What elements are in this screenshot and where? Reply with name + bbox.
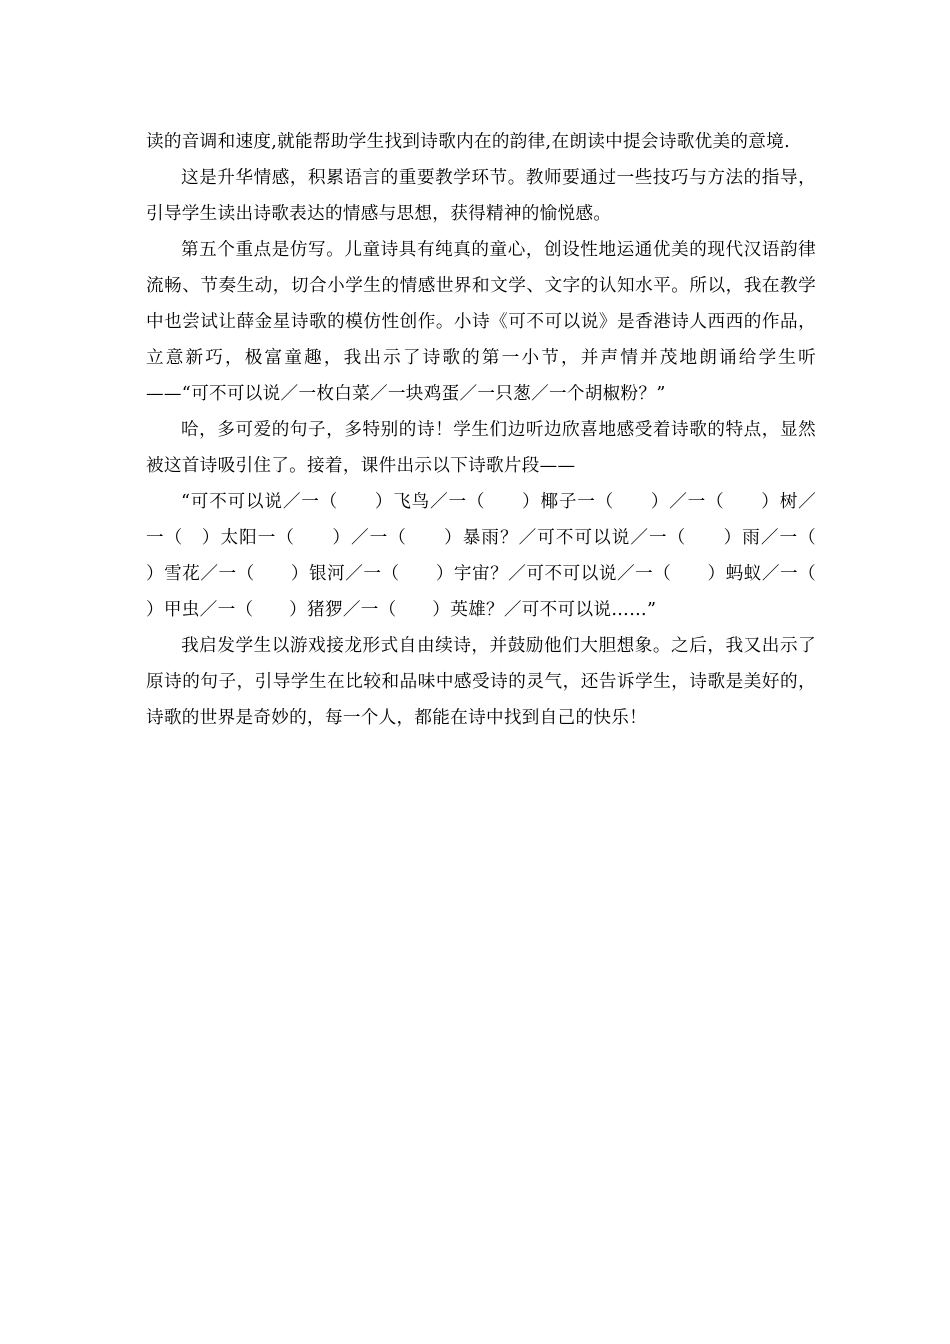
document-body	[146, 124, 852, 736]
paragraph-continuation: 读的音调和速度,就能帮助学生找到诗歌内在的韵律,在朗读中提会诗歌优美的意境.	[146, 132, 790, 152]
paragraph-emotion: 这是升华情感，积累语言的重要教学环节。教师要通过一些技巧与方法的指导，引导学生读出诗歌表达的情感与思想，获得精神的愉悦感。	[146, 168, 816, 224]
paragraph-reaction: 哈，多可爱的句子，多特别的诗！学生们边听边欣喜地感受着诗歌的特点，显然被这首诗吸引住了。接着，课件出示以下诗歌片段——	[146, 420, 816, 476]
paragraph-poem-fragment: “可不可以说／一（ ）飞鸟／一（ ）椰子一（ ）／一（ ）树／一（ ）太阳一（ ）／一（ ）暴雨？／可不可以说／一（ ）雨／一（ ）雪花／一（ ）银河／一（ ）宇宙？／可不可以说／一（ ）蚂蚁／一（ ）甲虫／一（ ）猪猡／一（ ）英雄？／可不可以说……”	[146, 492, 852, 620]
paragraph-conclusion: 我启发学生以游戏接龙形式自由续诗，并鼓励他们大胆想象。之后，我又出示了原诗的句子，引导学生在比较和品味中感受诗的灵气，还告诉学生，诗歌是美好的，诗歌的世界是奇妙的，每一个人，都能在诗中找到自己的快乐！	[146, 636, 816, 728]
paragraph-imitation: 第五个重点是仿写。儿童诗具有纯真的童心，创设性地运通优美的现代汉语韵律流畅、节奏生动，切合小学生的情感世界和文学、文字的认知水平。所以，我在教学中也尝试让薛金星诗歌的模仿性创作。小诗《可不可以说》是香港诗人西西的作品，立意新巧，极富童趣，我出示了诗歌的第一小节，并声情并茂地朗诵给学生听——“可不可以说／一枚白菜／一块鸡蛋／一只葱／一个胡椒粉？”	[146, 240, 816, 404]
